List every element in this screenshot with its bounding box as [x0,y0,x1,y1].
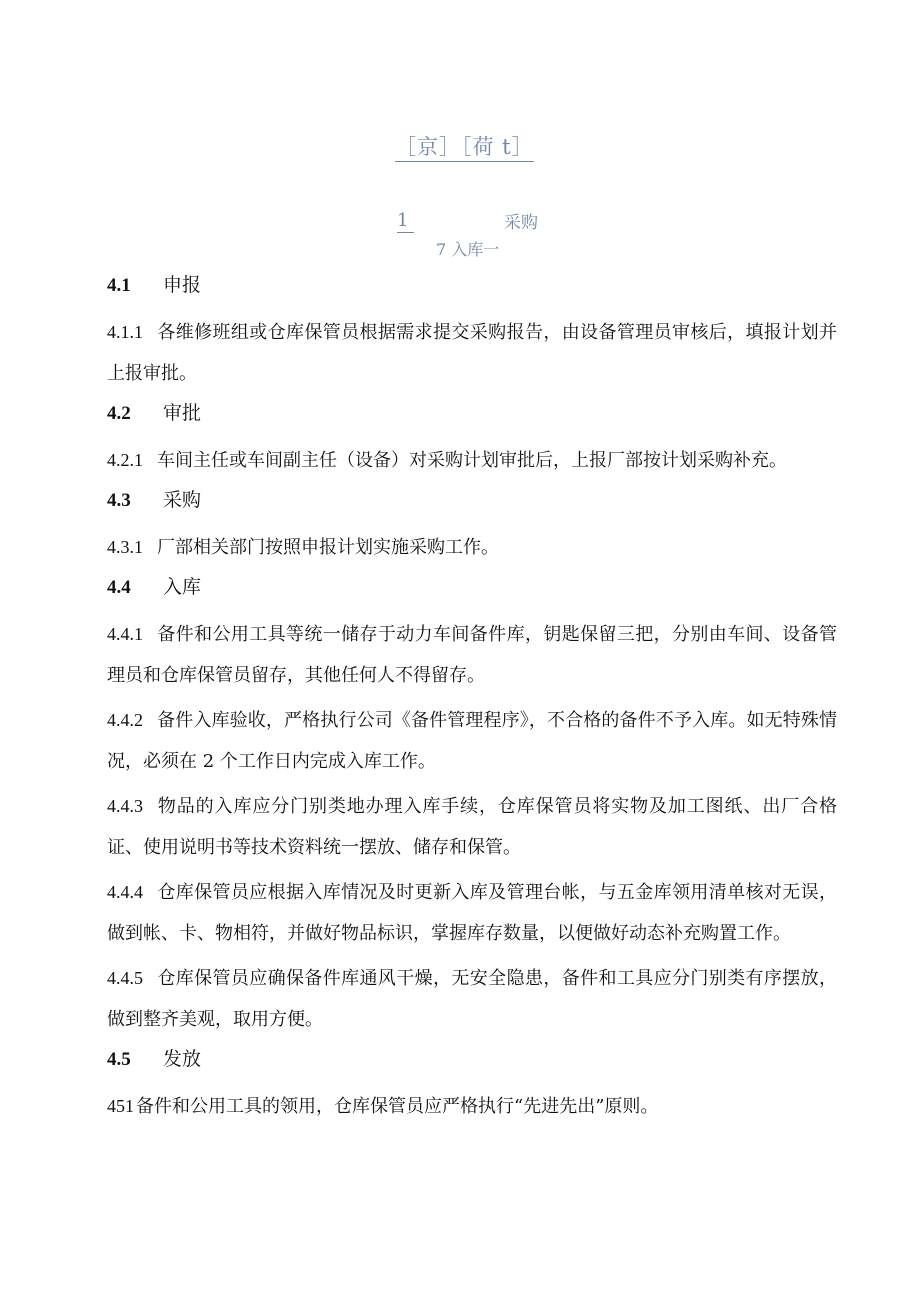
section-title: 入库 [163,576,202,598]
paragraph-number: 4.4.1 [107,624,143,644]
paragraph-text: 备件和公用工具的领用，仓库保管员应严格执行“先进先出”原则。 [136,1096,659,1117]
paragraph-number: 4.4.4 [107,882,143,902]
paragraph-4-4-1 [107,614,837,696]
paragraph-text: 仓库保管员应确保备件库通风干燥，无安全隐患，备件和工具应分门别类有序摆放，做到整齐美观，取用方便。 [107,968,837,1030]
paragraph-text: 备件和公用工具等统一储存于动力车间备件库，钥匙保留三把，分别由车间、设备管理员和仓库保管员留存，其他任何人不得留存。 [107,624,837,686]
section-number: 4.3 [107,490,131,511]
section-number: 4.5 [107,1049,131,1070]
paragraph-number: 4.4.3 [107,796,143,816]
section-number: 4.1 [107,275,131,296]
section-heading-4-3 [107,485,837,516]
section-heading-4-1 [107,270,837,301]
document-body [107,270,837,1131]
section-heading-4-5 [107,1044,837,1075]
paragraph-4-2-1 [107,440,837,481]
paragraph-number: 4.3.1 [107,537,143,557]
flowchart-node-storage: 7 入库一 [436,240,500,259]
paragraph-number: 4.4.5 [107,968,143,988]
flowchart-node-1: 1 [397,210,414,233]
section-number: 4.4 [107,577,131,598]
paragraph-number: 4.2.1 [107,450,143,470]
paragraph-4-3-1 [107,527,837,568]
paragraph-text: 车间主任或车间副主任（设备）对采购计划审批后，上报厂部按计划采购补充。 [157,450,787,471]
paragraph-number: 451 [107,1096,134,1116]
paragraph-text: 备件入库验收，严格执行公司《备件管理程序》，不合格的备件不予入库。如无特殊情况，必须在 2 个工作日内完成入库工作。 [107,710,837,772]
section-heading-4-2 [107,398,837,429]
flowchart-node-purchase: 采购 [504,213,538,233]
paragraph-number: 4.4.2 [107,710,143,730]
paragraph-4-1-1 [107,312,837,394]
section-title: 发放 [163,1048,202,1070]
paragraph-text: 各维修班组或仓库保管员根据需求提交采购报告，由设备管理员审核后，填报计划并上报审批。 [107,322,837,384]
section-heading-4-4 [107,572,837,603]
paragraph-number: 4.1.1 [107,322,143,342]
section-title: 采购 [163,489,202,511]
section-title: 审批 [163,402,202,424]
paragraph-text: 物品的入库应分门别类地办理入库手续，仓库保管员将实物及加工图纸、出厂合格证、使用说明书等技术资料统一摆放、储存和保管。 [107,796,837,858]
paragraph-4-4-4 [107,872,837,954]
flowchart-title: ［京］［荷 t］ [395,133,534,162]
paragraph-text: 仓库保管员应根据入库情况及时更新入库及管理台帐，与五金库领用清单核对无误，做到帐、卡、物相符，并做好物品标识，掌握库存数量，以便做好动态补充购置工作。 [107,882,837,944]
paragraph-text: 厂部相关部门按照申报计划实施采购工作。 [157,537,499,558]
paragraph-4-4-3 [107,786,837,868]
paragraph-4-4-2 [107,700,837,782]
section-title: 申报 [163,274,202,296]
paragraph-4-5-1 [107,1086,837,1127]
section-number: 4.2 [107,403,131,424]
paragraph-4-4-5 [107,958,837,1040]
